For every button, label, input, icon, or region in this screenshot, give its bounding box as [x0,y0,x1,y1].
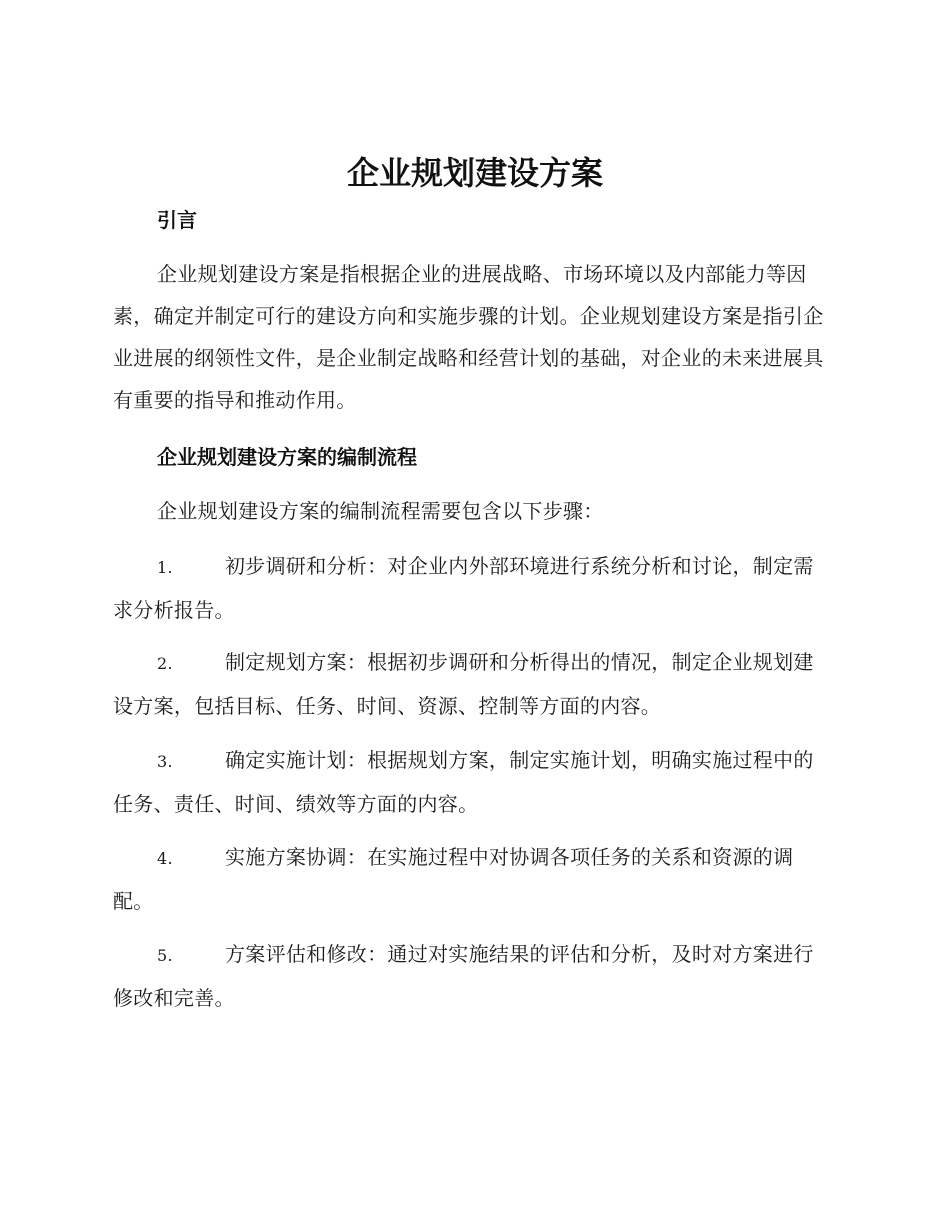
list-item-text: 方案评估和修改：通过对实施结果的评估和分析，及时对方案进行修改和完善。 [113,942,814,1010]
process-intro-paragraph: 企业规划建设方案的编制流程需要包含以下步骤： [157,499,604,523]
intro-paragraph: 企业规划建设方案是指根据企业的进展战略、市场环境以及内部能力等因素，确定并制定可行的建设方向和实施步骤的计划。企业规划建设方案是指引企业进展的纲领性文件，是企业制定战略和经营计划的基础，对企业的未来进展具有重要的指导和推动作用。 [113,262,824,412]
list-item [113,933,833,1019]
list-item [113,641,833,727]
list-item-number: 2. [157,654,173,673]
section-heading-process: 企业规划建设方案的编制流程 [157,445,417,469]
section-heading-intro: 引言 [157,208,197,232]
list-item [113,739,833,825]
list-item-text: 实施方案协调：在实施过程中对协调各项任务的关系和资源的调配。 [113,845,794,913]
list-item-text: 制定规划方案：根据初步调研和分析得出的情况，制定企业规划建设方案，包括目标、任务、时间、资源、控制等方面的内容。 [113,650,814,718]
list-item-number: 3. [157,752,173,771]
list-item [113,545,833,631]
document-title: 企业规划建设方案 [346,154,603,192]
list-item-number: 1. [157,558,173,577]
list-item-text: 确定实施计划：根据规划方案，制定实施计划，明确实施过程中的任务、责任、时间、绩效等方面的内容。 [113,748,814,816]
list-item-number: 4. [157,849,173,868]
list-item-number: 5. [157,946,173,965]
list-item-text: 初步调研和分析：对企业内外部环境进行系统分析和讨论，制定需求分析报告。 [113,554,814,622]
list-item [113,836,833,922]
